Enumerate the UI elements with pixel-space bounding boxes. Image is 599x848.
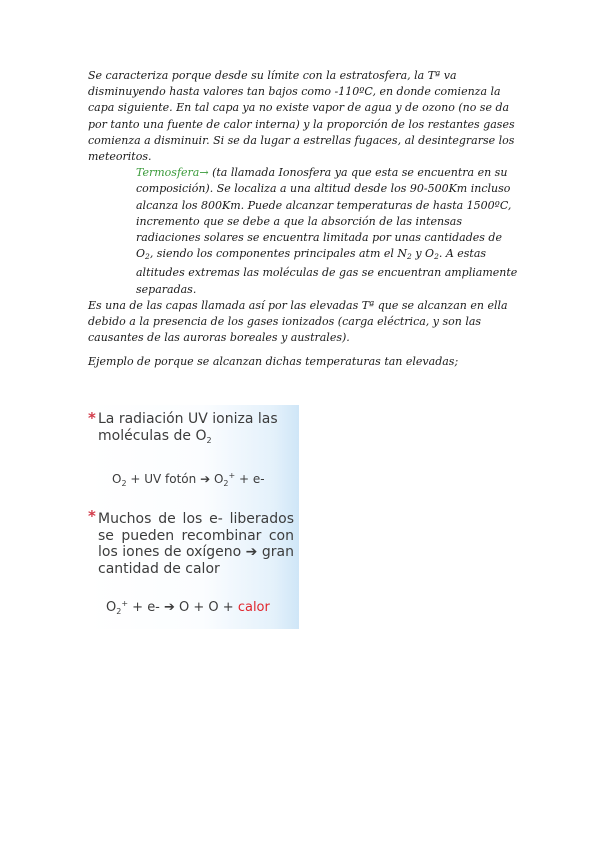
termosfera-heading: Termosfera (136, 166, 200, 180)
subscript: 2 (145, 252, 150, 262)
spacer (88, 346, 518, 354)
equation-ionization (112, 471, 265, 488)
paragraph-ionized-gases: Es una de las capas llamada así por las elevadas Tª que se alcanzan en ella debido a la presencia de los gases ionizados (carga eléctrica, y son las causantes de las auroras boreales y australes). (88, 298, 508, 345)
equation-recombination (106, 599, 270, 616)
asterisk-bullet-icon: * (88, 507, 96, 525)
termosfera-text-b: , siendo los componentes principales atm el N (149, 247, 408, 261)
termosfera-text-d: . A estas altitudes extremas las moléculas de gas se encuentran ampliamente separadas. (136, 247, 518, 296)
eq-term: O (112, 472, 122, 486)
eq-term: + UV fotón ➔ O (126, 472, 224, 486)
bullet-uv-ionization (98, 411, 294, 449)
superscript: + (121, 599, 129, 608)
eq-term: O (106, 600, 117, 615)
subscript: 2 (407, 252, 412, 262)
eq-term: + e- (235, 472, 265, 486)
paragraph-termosfera (88, 165, 518, 298)
superscript: + (228, 471, 236, 480)
bullet-recombination: Muchos de los e- liberados se pueden recombinar con los iones de oxígeno ➔ gran cantidad de calor (98, 511, 294, 577)
bullet1-text: La radiación UV ioniza las moléculas de O (98, 411, 278, 444)
example-slide-image (86, 405, 299, 629)
termosfera-text-c: y O (411, 247, 435, 261)
eq-term: + e- ➔ O + O + (128, 600, 238, 615)
arrow-icon: → (199, 166, 209, 180)
body-text (88, 68, 518, 371)
subscript: 2 (116, 607, 122, 616)
paragraph-mesosfera: Se caracteriza porque desde su límite con la estratosfera, la Tª va disminuyendo hasta valores tan bajos como -110ºC, en donde comienza la capa siguiente. En tal capa ya no existe vapor de agua y de ozono (no se da por tanto una fuente de calor interna) y la proporción de los restantes gases comienza a disminuir. Si se da lugar a estrellas fugaces, al desintegrarse los meteoritos. (88, 69, 515, 164)
subscript: 2 (223, 479, 229, 488)
subscript: 2 (434, 252, 439, 262)
asterisk-bullet-icon: * (88, 409, 96, 427)
subscript: 2 (121, 479, 127, 488)
calor-highlight: calor (237, 600, 270, 615)
subscript: 2 (206, 435, 212, 445)
termosfera-text-a: (ta llamada Ionosfera ya que esta se encuentra en su composición). Se localiza a una altitud desde los 90-500Km incluso alcanza los 800Km. Puede alcanzar temperaturas de hasta 1500ºC, incremento que se debe a que la absorción de las intensas radiaciones solares se encuentra limitada por unas cantidades de O (136, 166, 512, 261)
paragraph-example: Ejemplo de porque se alcanzan dichas temperaturas tan elevadas; (88, 355, 459, 369)
